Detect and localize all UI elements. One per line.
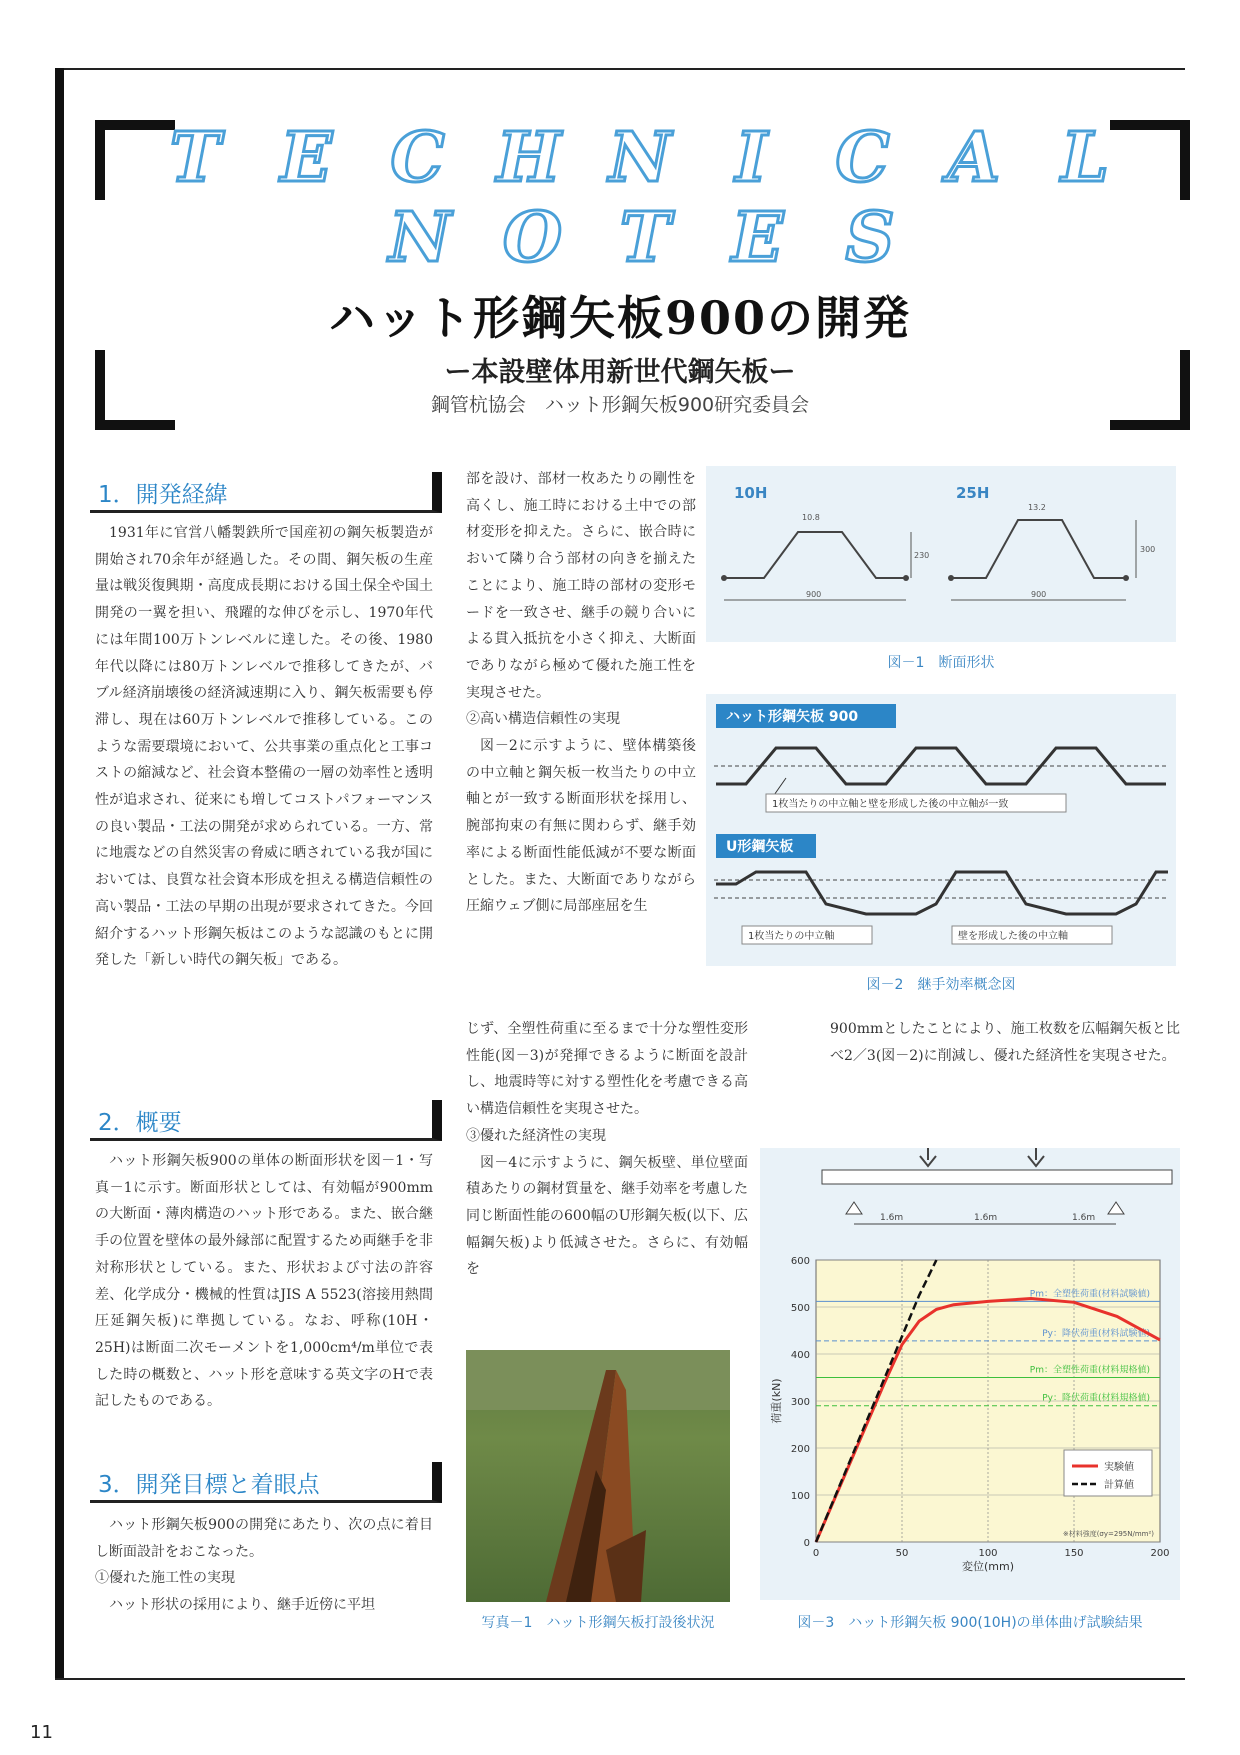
bending-test-chart bbox=[760, 1148, 1180, 1600]
figure-2-caption: 図－2 継手効率概念図 bbox=[866, 977, 1016, 993]
joint-mark bbox=[721, 575, 727, 581]
dim-25h-height: 300 bbox=[1140, 545, 1156, 554]
section-3-body bbox=[95, 1512, 433, 1619]
paragraph: 図－4に示すように、鋼矢板壁、単位壁面積あたりの鋼材質量を、継手効率を考慮した同じ断面性能の600幅のU形鋼矢板(以下、広幅鋼矢板)より低減させた。さらに、有効幅を bbox=[466, 1154, 748, 1278]
label-hat: ハット形鋼矢板 900 bbox=[726, 709, 859, 725]
cross-section-diagram bbox=[706, 466, 1176, 642]
label-10h: 10H bbox=[734, 484, 768, 502]
figure-3 bbox=[760, 1148, 1180, 1600]
joint-mark bbox=[903, 575, 909, 581]
plot-area bbox=[769, 1256, 1170, 1573]
banner-letter: E bbox=[280, 118, 333, 198]
photo-1 bbox=[466, 1350, 730, 1602]
section-heading-3 bbox=[90, 1462, 442, 1503]
banner-line-2 bbox=[385, 198, 905, 278]
column-2-lower bbox=[466, 1016, 748, 1283]
beam bbox=[822, 1170, 1172, 1184]
x-tick-label: 200 bbox=[1150, 1548, 1170, 1559]
section-heading-text: 2．概要 bbox=[98, 1110, 182, 1136]
banner-letter: N bbox=[608, 118, 672, 198]
banner-letter: A bbox=[947, 118, 1001, 198]
legend-label: 計算値 bbox=[1104, 1480, 1134, 1491]
reference-line-label: Pm：全塑性荷重(材料試験値) bbox=[1029, 1289, 1150, 1300]
column-2-upper bbox=[466, 466, 696, 920]
section-heading-1 bbox=[90, 472, 442, 513]
figure-1-caption: 図－1 断面形状 bbox=[887, 655, 995, 671]
sheet-pile-photo-illustration bbox=[466, 1350, 730, 1602]
reference-line-label: Pm：全塑性荷重(材料規格値) bbox=[1029, 1365, 1150, 1376]
profile-25h bbox=[951, 520, 1126, 578]
banner-letter: C bbox=[835, 118, 890, 198]
reference-line-label: Py：降伏荷重(材料試験値) bbox=[1042, 1328, 1150, 1339]
dim-10h-height: 230 bbox=[914, 551, 930, 560]
joint-efficiency-diagram bbox=[706, 694, 1176, 966]
paragraph: 1931年に官営八幡製鉄所で国産初の鋼矢板製造が開始され70余年が経過した。その間、鋼矢板の生産量は戦災復興期・高度成長期における国土保全や国土開発の一翼を担い、飛躍的な伸びを示し、1970年代には年間100万トンレベルに達した。その後、1980年代以降には80万トンレベルで推移してきたが、バブル経済崩壊後の経済減速期に入り、鋼矢板需要も停滞し、現在は60万トンレベルで推移している。このような需要環境において、公共事業の重点化と工事コストの縮減など、社会資本整備の一層の効率性と透明性が追求され、従来にも増してコストパフォーマンスの良い製品・工法の開発が求められている。一方、常に地震などの自然災害の脅威に晒されている我が国においては、良質な社会資本形成を担える構造信頼性の高い製品・工法の早期の出現が要求されてきた。今回紹介するハット形鋼矢板はこのような認識のもとに開発した「新しい時代の鋼矢板」である。 bbox=[95, 525, 433, 969]
figure-1 bbox=[706, 466, 1176, 642]
span-label: 1.6m bbox=[974, 1213, 998, 1223]
banner-line-1 bbox=[160, 118, 1120, 198]
support-left bbox=[846, 1202, 862, 1214]
paragraph: 900mmとしたことにより、施工枚数を広幅鋼矢板と比べ2／3(図－2)に削減し、優れた経済性を実現させた。 bbox=[830, 1021, 1180, 1064]
article-author: 鋼管杭協会 ハット形鋼矢板900研究委員会 bbox=[430, 394, 810, 416]
label-u: U形鋼矢板 bbox=[726, 839, 794, 855]
y-tick-label: 600 bbox=[790, 1256, 810, 1267]
paragraph: ハット形鋼矢板900の単体の断面形状を図－1・写真－1に示す。断面形状としては、有効幅が900mmの大断面・薄肉構造のハット形である。また、嵌合継手の位置を壁体の最外縁部に配置するため両継手を非対称形状としている。また、形状および寸法の許容差、化学成分・機械的性質はJIS A 5523(溶接用熱間圧延鋼矢板)に準拠している。なお、呼称(10H・25H)は断面二次モーメントを1,000cm⁴/m単位で表した時の概数と、ハット形を意味する英文字のHで表記したものである。 bbox=[95, 1153, 433, 1410]
figure-3-caption: 図－3 ハット形鋼矢板 900(10H)の単体曲げ試験結果 bbox=[797, 1615, 1143, 1631]
x-axis-label: 変位(mm) bbox=[961, 1560, 1015, 1573]
bottom-rule bbox=[55, 1678, 1185, 1680]
span-label: 1.6m bbox=[880, 1213, 904, 1223]
section-heading-text: 3．開発目標と着眼点 bbox=[98, 1472, 320, 1498]
paragraph: ハット形鋼矢板900の開発にあたり、次の点に着目し断面設計をおこなった。 bbox=[95, 1517, 433, 1560]
figure-2 bbox=[706, 694, 1176, 966]
article-title: ハット形鋼矢板900の開発 bbox=[328, 291, 912, 345]
banner-letter: T bbox=[169, 118, 221, 198]
page-number: 11 bbox=[30, 1722, 53, 1743]
label-25h: 25H bbox=[956, 484, 990, 502]
joint-mark bbox=[1123, 575, 1129, 581]
x-tick-label: 100 bbox=[978, 1548, 998, 1559]
list-item: ③優れた経済性の実現 bbox=[466, 1127, 606, 1144]
paragraph: じず、全塑性荷重に至るまで十分な塑性変形性能(図－3)が発揮できるように断面を設計し、地震時等に対する塑性化を考慮できる高い構造信頼性を実現させた。 bbox=[466, 1021, 748, 1118]
note-u-1: 1枚当たりの中立軸 bbox=[748, 931, 835, 942]
x-tick-label: 150 bbox=[1064, 1548, 1084, 1559]
section-heading-2 bbox=[90, 1100, 442, 1141]
span-label: 1.6m bbox=[1072, 1213, 1096, 1223]
reference-line-label: Py：降伏荷重(材料規格値) bbox=[1042, 1393, 1150, 1404]
y-tick-label: 0 bbox=[803, 1538, 810, 1549]
support-right bbox=[1108, 1202, 1124, 1214]
profile-10h bbox=[724, 532, 906, 578]
column-3-text bbox=[830, 1016, 1180, 1069]
dim-25h-width: 900 bbox=[1031, 590, 1047, 599]
u-wall-profile bbox=[716, 872, 1168, 914]
chart-note: ※材料強度(σy=295N/mm²) bbox=[1062, 1530, 1154, 1538]
banner-letter: I bbox=[735, 118, 768, 198]
photo-1-caption: 写真－1 ハット形鋼矢板打設後状況 bbox=[481, 1615, 715, 1631]
paragraph: 部を設け、部材一枚あたりの剛性を高くし、施工時における土中での部材変形を抑えた。さらに、嵌合時において隣り合う部材の向きを揃えたことにより、施工時の部材の変形モードを一致させ、継手の競り合いによる貫入抵抗を小さく抑え、大断面でありながら極めて優れた施工性を実現させた。 bbox=[466, 471, 696, 701]
banner-letter: C bbox=[390, 118, 445, 198]
load-arrow bbox=[1028, 1148, 1044, 1166]
dim-10h-thickness: 10.8 bbox=[802, 513, 820, 522]
load-arrow bbox=[920, 1148, 936, 1166]
banner-letter: H bbox=[496, 118, 561, 198]
dim-25h-thickness: 13.2 bbox=[1028, 503, 1046, 512]
y-tick-label: 200 bbox=[790, 1444, 810, 1455]
section-1-body bbox=[95, 520, 433, 974]
paragraph: 図－2に示すように、壁体構築後の中立軸と鋼矢板一枚当たりの中立軸とが一致する断面形状を採用し、腕部拘束の有無に関わらず、継手効率による断面性能低減が不要な断面とした。また、大断面でありながら圧縮ウェブ側に局部座屈を生 bbox=[466, 738, 696, 915]
legend-label: 実験値 bbox=[1104, 1462, 1134, 1473]
corner-bracket bbox=[1110, 120, 1190, 200]
banner-letter: S bbox=[845, 198, 895, 278]
banner-letter: L bbox=[1061, 118, 1109, 198]
article-subtitle: ー本設壁体用新世代鋼矢板ー bbox=[444, 357, 796, 388]
x-tick-label: 0 bbox=[812, 1548, 820, 1559]
list-item: ①優れた施工性の実現 bbox=[95, 1570, 235, 1587]
paragraph: ハット形状の採用により、継手近傍に平坦 bbox=[109, 1597, 375, 1614]
banner-letter: O bbox=[502, 198, 563, 278]
y-tick-label: 100 bbox=[790, 1491, 810, 1502]
x-tick-label: 50 bbox=[895, 1548, 909, 1559]
banner-letter: T bbox=[619, 198, 671, 278]
section-heading-text: 1．開発経緯 bbox=[98, 482, 228, 508]
joint-mark bbox=[948, 575, 954, 581]
note-u-2: 壁を形成した後の中立軸 bbox=[958, 931, 1068, 942]
banner-letter: E bbox=[731, 198, 784, 278]
note-hat: 1枚当たりの中立軸と壁を形成した後の中立軸が一致 bbox=[772, 799, 1009, 810]
y-axis-label: 荷重(kN) bbox=[770, 1378, 783, 1424]
list-item: ②高い構造信頼性の実現 bbox=[466, 711, 620, 728]
top-rule bbox=[55, 68, 1185, 70]
section-2-body bbox=[95, 1148, 433, 1415]
dim-10h-width: 900 bbox=[806, 590, 822, 599]
banner-letter: N bbox=[388, 198, 452, 278]
y-tick-label: 500 bbox=[790, 1303, 810, 1314]
y-tick-label: 300 bbox=[790, 1397, 810, 1408]
y-tick-label: 400 bbox=[790, 1350, 810, 1361]
